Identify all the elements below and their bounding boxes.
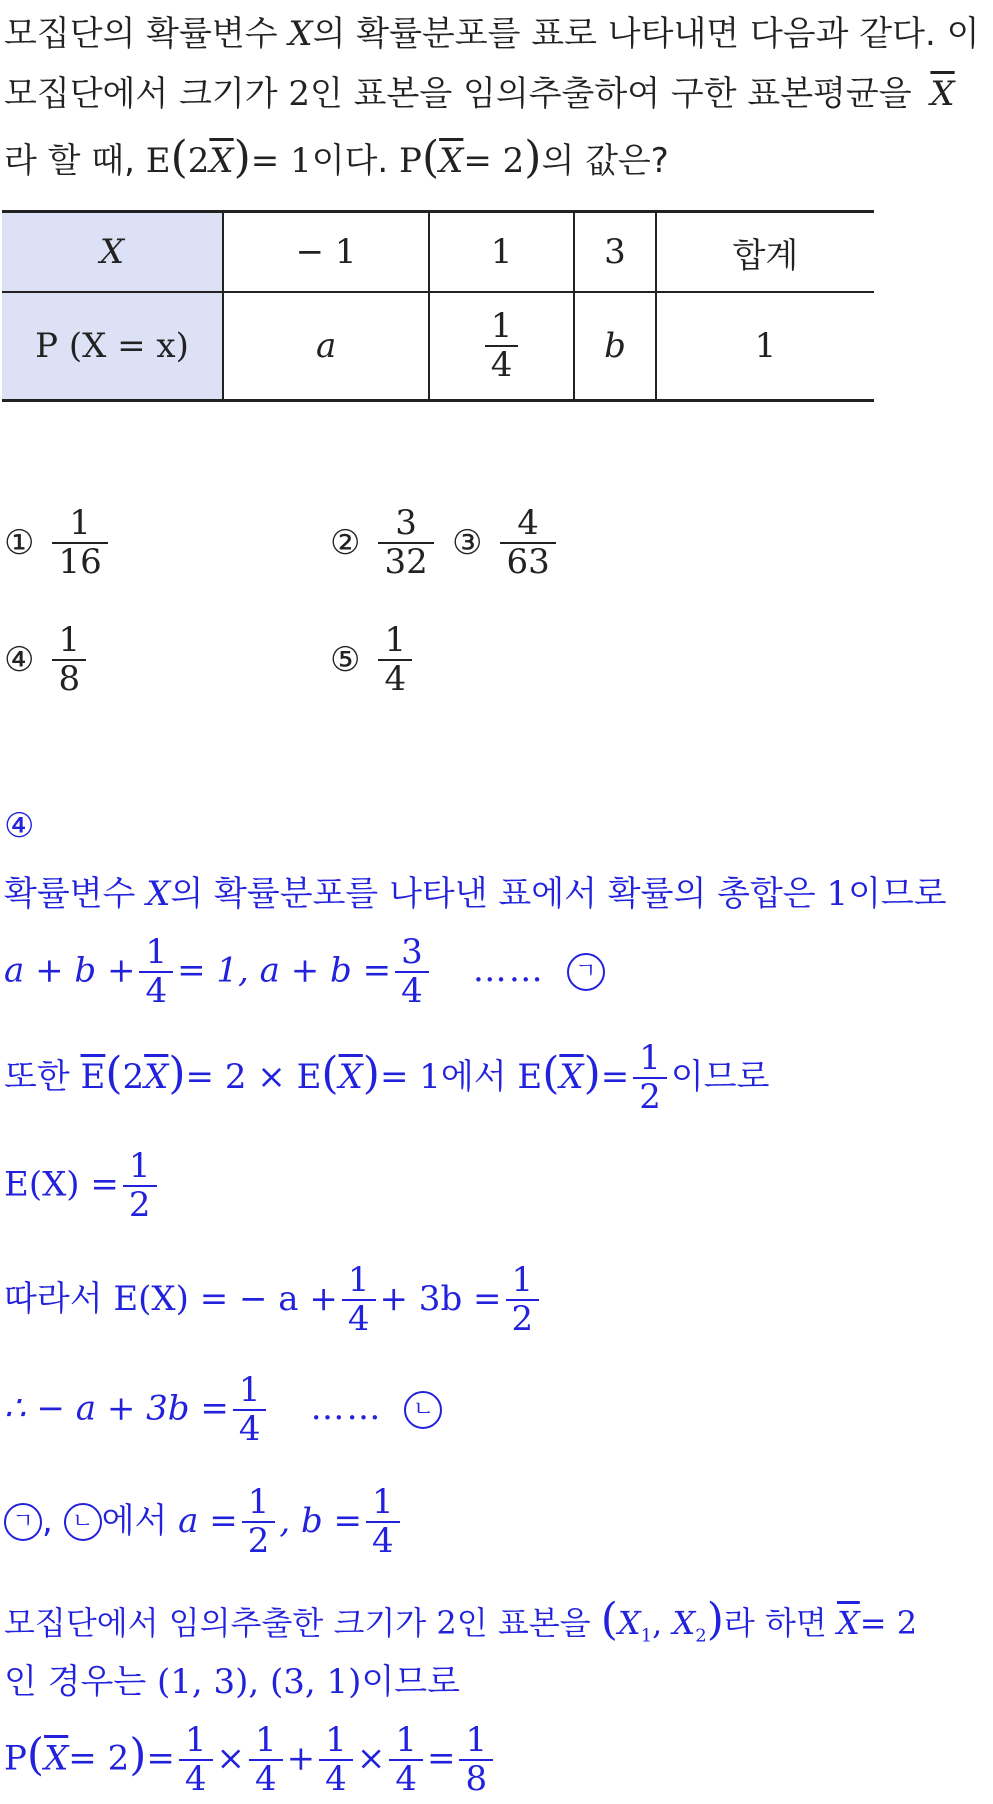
equation: = 2 (463, 141, 525, 181)
solution-line-3: 또한 $\overline{E}(2\overline{X})= 2 \times E(\overline{X})= 1$에서 $E(\overline{X})=$ $\frac{1}{2}$ 이므로 (4, 1038, 770, 1118)
choice-2[interactable] (330, 505, 438, 582)
choice-number: ③ (452, 523, 483, 564)
choice-1[interactable] (4, 505, 112, 582)
sample-mean-symbol: $\overline{X}$ (209, 141, 234, 181)
fraction: $\frac{1}{4}$ (485, 308, 519, 385)
sample-size: 2 (288, 74, 311, 114)
table-cell-total-label: 합계 (656, 212, 874, 293)
choice-4[interactable] (4, 622, 90, 699)
choice-number: ⑤ (330, 640, 361, 681)
solution-line-1: 확률변수 X의 확률분포를 나타낸 표에서 확률의 총합은 1이므로 (4, 874, 947, 914)
table-cell: b (574, 292, 656, 401)
table-header-probability: P (X = x) (2, 292, 223, 401)
table-cell: − 1 (223, 212, 429, 293)
choice-number: ② (330, 523, 361, 564)
solution-line-10: $P(\overline{X}= 2)=$ $\frac{1}{4}$ × $\frac{1}{4}$ + $\frac{1}{4}$ × $\frac{1}{4}$ = $\frac{1}{8}$ (4, 1722, 497, 1799)
solution-line-9: 인 경우는 (1, 3), (3, 1)이므로 (4, 1662, 460, 1702)
coefficient: 2 (187, 141, 210, 181)
table-row (2, 212, 874, 293)
problem-text: 인 표본을 임의추출하여 구한 표본평균을 (310, 74, 923, 114)
problem-line-3: 라 할 때, $E(2\overline{X})= 1$이다. $P(\overline{X}= 2)$의 값은? (4, 132, 669, 183)
expectation-symbol: E (145, 141, 171, 181)
probability-symbol: P (399, 141, 422, 181)
answer-mark (4, 806, 34, 846)
solution-line-2: a + b + $\frac{1}{4}$ = 1, a + b = $\frac{3}{4}$ …… ㄱ (4, 934, 605, 1011)
problem-text: 의 확률분포를 표로 나타내면 다음과 같다. 이 (312, 14, 980, 54)
solution-line-5: 따라서 E(X) = − a + $\frac{1}{4}$ + 3b = $\frac{1}{2}$ (4, 1262, 543, 1339)
solution-line-8: 모집단에서 임의추출한 크기가 2인 표본을 ($X_1$, $X_2$)라 하면 $\overline{X}= 2$ (4, 1594, 918, 1647)
table-cell: a (223, 292, 429, 401)
problem-text: 라 할 때, (4, 141, 146, 181)
problem-line-2 (4, 66, 955, 115)
choice-number: ① (4, 523, 35, 564)
choice-5[interactable] (330, 622, 416, 699)
sample-mean-symbol: $\overline{X}$ (439, 141, 464, 181)
table-cell: 1 (656, 292, 874, 401)
table-cell: 3 (574, 212, 656, 293)
choice-3[interactable] (452, 505, 560, 582)
equation: = 1 (250, 141, 312, 181)
fraction: $\frac{1}{4}$ (378, 622, 412, 699)
problem-text: 모집단의 확률변수 (4, 14, 289, 54)
fraction: $\frac{4}{63}$ (500, 505, 555, 582)
mark-giyeok: ㄱ (567, 953, 605, 991)
problem-text: 모집단에서 크기가 (4, 74, 289, 114)
mark-nieun: ㄴ (404, 1391, 442, 1429)
table-cell (429, 292, 574, 401)
probability-distribution-table (2, 210, 874, 402)
sample-mean-symbol: $\overline{X}$ (930, 74, 955, 114)
solution-line-4: E(X) = $\frac{1}{2}$ (4, 1148, 161, 1225)
fraction: $\frac{3}{32}$ (378, 505, 433, 582)
variable-X: X (288, 14, 313, 54)
solution-line-7: ㄱ , ㄴ 에서 a = $\frac{1}{2}$ , b = $\frac{1}{4}$ (4, 1484, 404, 1561)
choice-number: ④ (4, 640, 35, 681)
problem-line-1 (4, 6, 979, 55)
solution-line-6: ∴ − a + 3b = $\frac{1}{4}$ …… ㄴ (4, 1372, 442, 1449)
fraction: $\frac{1}{8}$ (52, 622, 86, 699)
table-cell: 1 (429, 212, 574, 293)
problem-text: 이다. (311, 141, 400, 181)
table-row (2, 292, 874, 401)
table-header-X: X (2, 212, 223, 293)
answer-value: ④ (4, 806, 35, 846)
fraction: $\frac{1}{16}$ (52, 505, 107, 582)
problem-text: 의 값은? (541, 141, 669, 181)
